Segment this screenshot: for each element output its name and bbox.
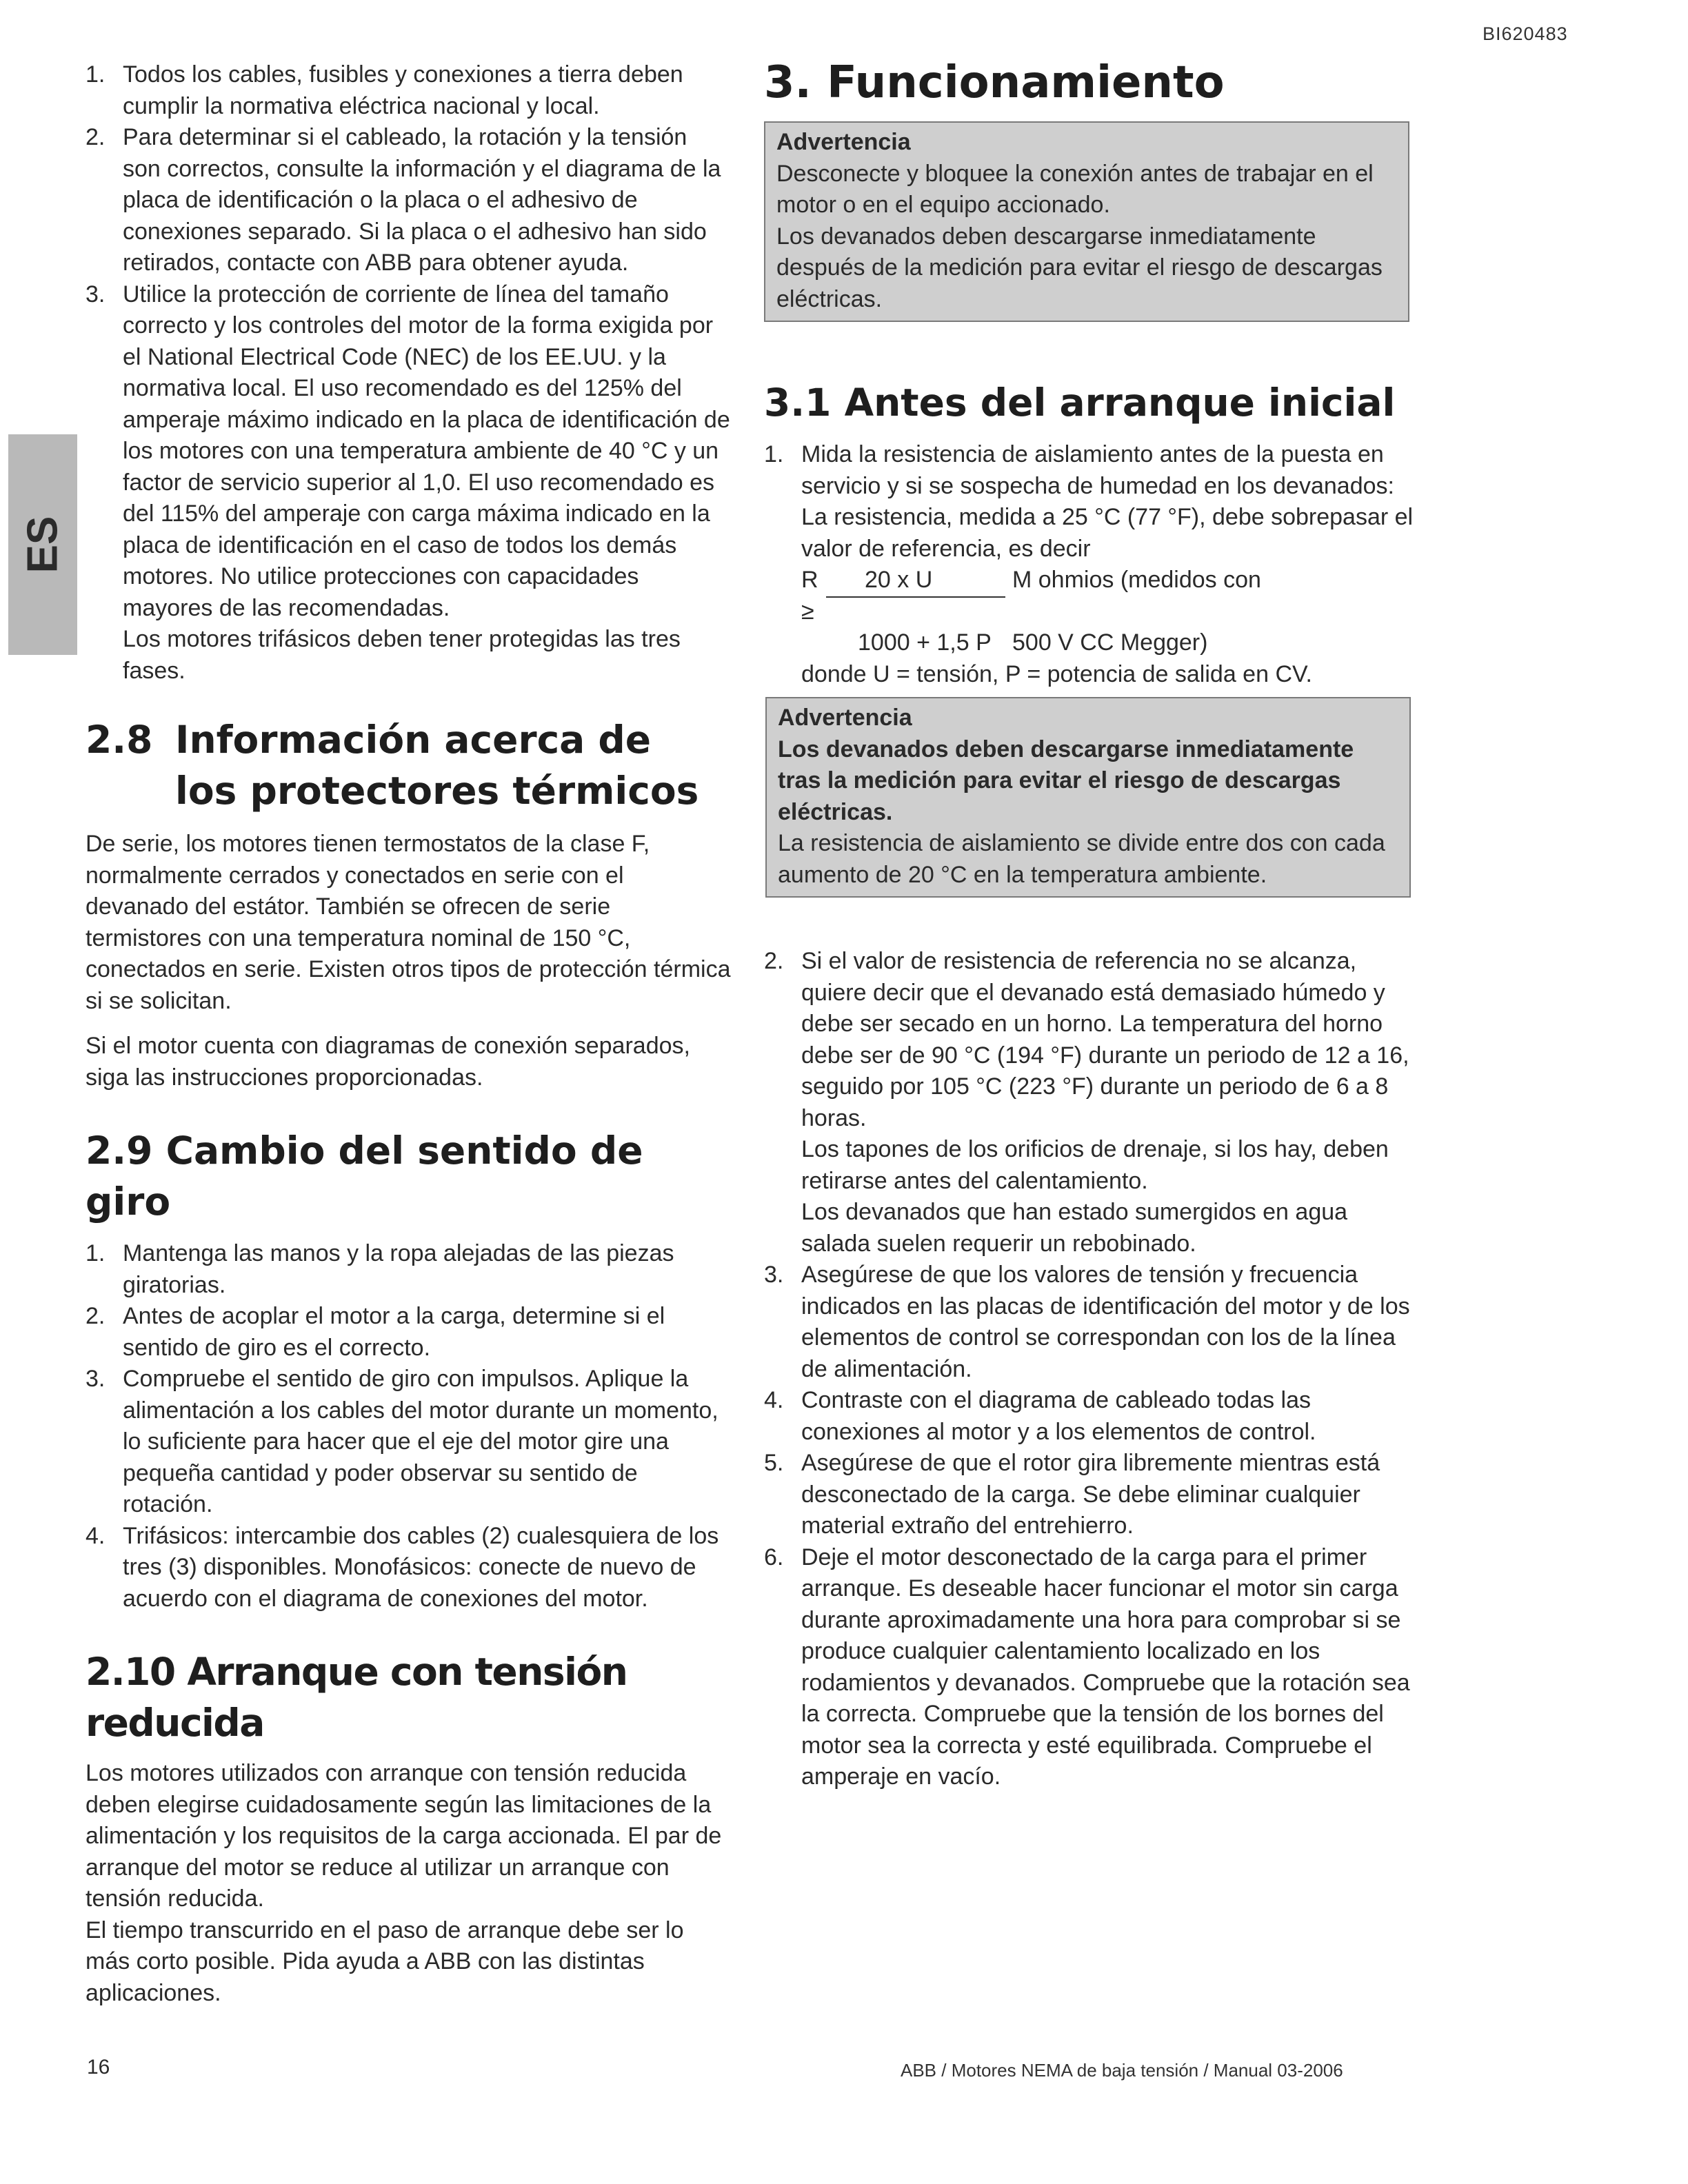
formula-denominator: 1000 + 1,5 P	[858, 629, 992, 656]
paragraph: Los motores utilizados con arranque con tensión reducida deben elegirse cuidadosamente según las limitaciones de la alimentación y los requisitos de la carga accionada. El par de arranque del motor se reduce al utilizar un arranque con tensión reducida.	[86, 1760, 722, 1912]
startup-list	[764, 439, 1416, 690]
warning-title: Advertencia	[778, 705, 912, 731]
paragraph: Si el motor cuenta con diagramas de conexión separados, siga las instrucciones proporcionadas.	[86, 1033, 690, 1091]
paragraph: El tiempo transcurrido en el paso de arranque debe ser lo más corto posible. Pida ayuda a ABB con las distintas aplicaciones.	[86, 1917, 684, 2006]
formula-numerator: 20 x U	[826, 565, 1005, 598]
section-heading-2-10: 2.10 Arranque con tensión reducida	[86, 1650, 627, 1745]
section-heading-2-8: 2.8 Información acerca de los protectores térmicos	[86, 718, 699, 813]
language-tab	[8, 434, 77, 655]
warning-box	[764, 121, 1409, 322]
page-number: 16	[87, 2056, 110, 2079]
wiring-list	[86, 59, 731, 687]
warning-text: Los devanados deben descargarse inmediatamente después de la medición para evitar el riesgo de descargas eléctricas.	[776, 223, 1383, 312]
list-item: 1. Todos los cables, fusibles y conexiones a tierra deben cumplir la normativa eléctrica nacional y local.	[86, 61, 683, 119]
footer-text: ABB / Motores NEMA de baja tensión / Manual 03-2006	[901, 2060, 1343, 2081]
list-item: 3. Utilice la protección de corriente de línea del tamaño correcto y los controles del motor de la forma exigida por el National Electrical Code (NEC) de los EE.UU. y la normativa local. El uso recomendado es del 125% del amperaje máximo indicado en la placa de identificación de los motores con una temperatura ambiente de 40 °C y un factor de servicio superior al 1,0. El uso recomendado es del 115% del amperaje con carga máxima indicado en la placa de identificación en el caso de todos los demás motores. No utilice protecciones con capacidades mayores de las recomendadas. Los motores trifásicos deben tener protegidas las tres fases.	[86, 279, 731, 687]
list-item: 3. Compruebe el sentido de giro con impulsos. Aplique la alimentación a los cables del motor durante un momento, lo suficiente para hacer que el eje del motor gire una pequeña cantidad y poder observar su sentido de rotación.	[86, 1366, 719, 1517]
language-tab-label: ES	[19, 516, 67, 574]
section-heading-3-1: 3.1 Antes del arranque inicial	[764, 381, 1396, 425]
list-item: 1. Mida la resistencia de aislamiento antes de la puesta en servicio y si se sospecha de humedad en los devanados: La resistencia, medida a 25 °C (77 °F), debe sobrepasar el valor de referencia, es decir R ≥ 20 x U M ohmios (medidos con 1000 + 1,5 P 500 V CC Megger) donde U = tensión, P = potencia de salida en CV.	[764, 439, 1416, 690]
list-item-note: Los motores trifásicos deben tener protegidas las tres fases.	[123, 626, 681, 684]
list-item: 4. Contraste con el diagrama de cableado todas las conexiones al motor y a los elementos de control.	[764, 1387, 1316, 1445]
right-column	[764, 55, 1416, 1793]
rotation-list	[86, 1238, 731, 1615]
list-item: 2. Si el valor de resistencia de referencia no se alcanza, quiere decir que el devanado está demasiado húmedo y debe ser secado en un horno. La temperatura del horno debe ser de 90 °C (194 °F) durante un periodo de 12 a 16, seguido por 105 °C (223 °F) durante un periodo de 6 a 8 horas. Los tapones de los orificios de drenaje, si los hay, deben retirarse antes del calentamiento. Los devanados que han estado sumergidos en agua salada suelen requerir un rebobinado.	[764, 948, 1409, 1257]
warning-bold-text: Los devanados deben descargarse inmediatamente tras la medición para evitar el riesgo de descargas eléctricas.	[778, 736, 1354, 825]
warning-title: Advertencia	[776, 129, 911, 155]
paragraph: De serie, los motores tienen termostatos de la clase F, normalmente cerrados y conectados en serie con el devanado del estátor. También se ofrecen de serie termistores con una temperatura nominal de 150 °C, conectados en serie. Existen otros tipos de protección térmica si se solicitan.	[86, 831, 731, 1014]
warning-box	[765, 697, 1411, 898]
list-item: 4. Trifásicos: intercambie dos cables (2) cualesquiera de los tres (3) disponibles. Monofásicos: conecte de nuevo de acuerdo con el diagrama de conexiones del motor.	[86, 1522, 719, 1612]
list-item: 2. Antes de acoplar el motor a la carga, determine si el sentido de giro es el correcto.	[86, 1303, 665, 1361]
resistance-formula: R ≥ 20 x U M ohmios (medidos con 1000 + 1,5 P 500 V CC Megger)	[801, 565, 1416, 659]
list-item: 5. Asegúrese de que el rotor gira libremente mientras está desconectado de la carga. Se debe eliminar cualquier material extraño del entrehierro.	[764, 1450, 1380, 1539]
left-column	[86, 59, 731, 2009]
list-item: 6. Deje el motor desconectado de la carga para el primer arranque. Es deseable hacer funcionar el motor sin carga durante aproximadamente una hora para comprobar si se produce cualquier calentamiento localizado en los rodamientos y devanados. Compruebe que la rotación sea la correcta. Compruebe que la tensión de los bornes del motor sea la correcta y esté equilibrada. Compruebe el amperaje en vacío.	[764, 1544, 1410, 1790]
list-item: 1. Mantenga las manos y la ropa alejadas de las piezas giratorias.	[86, 1240, 674, 1298]
section-heading-3: 3. Funcionamiento	[764, 57, 1225, 108]
warning-text: La resistencia de aislamiento se divide entre dos con cada aumento de 20 °C en la temperatura ambiente.	[778, 830, 1385, 888]
list-item: 2. Para determinar si el cableado, la rotación y la tensión son correctos, consulte la información y el diagrama de la placa de identificación o la placa o el adhesivo de conexiones separado. Si la placa o el adhesivo han sido retirados, contacte con ABB para obtener ayuda.	[86, 124, 721, 276]
section-heading-2-9: 2.9 Cambio del sentido de giro	[86, 1129, 643, 1224]
warning-text: Desconecte y bloquee la conexión antes de trabajar en el motor o en el equipo accionado.	[776, 160, 1374, 218]
document-id: BI620483	[1483, 23, 1568, 44]
list-item: 3. Asegúrese de que los valores de tensión y frecuencia indicados en las placas de identificación del motor y de los elementos de control se correspondan con los de la línea de alimentación.	[764, 1262, 1410, 1382]
startup-list-cont	[764, 946, 1416, 1793]
